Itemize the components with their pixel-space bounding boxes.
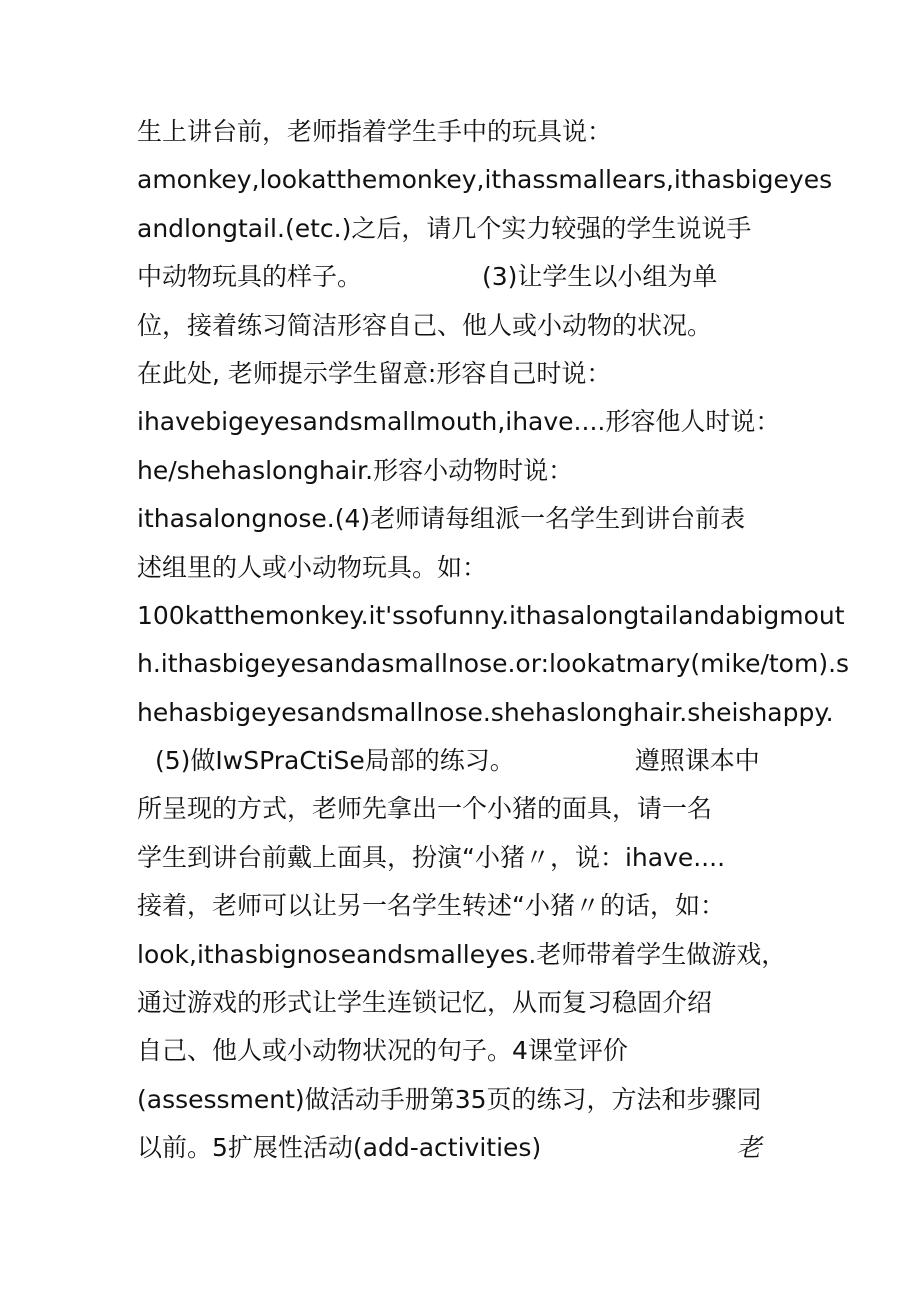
text-line: 所呈现的方式，老师先拿出一个小猪的面具，请一名	[137, 794, 713, 824]
text-line: look,ithasbignoseandsmalleyes.老师带着学生做游戏，	[137, 939, 787, 969]
text-line: (assessment)做活动手册第35页的练习，方法和步骤同	[137, 1084, 762, 1114]
text-line: 在此处, 老师提示学生留意:形容自己时说：	[137, 358, 612, 388]
text-line: 生上讲台前，老师指着学生手中的玩具说：	[137, 117, 613, 146]
text-segment: (5)做IwSPraCtiSe局部的练习。	[155, 746, 515, 776]
text-line: amonkey,lookatthemonkey,ithassmallears,ithasbigeyes	[137, 165, 833, 195]
text-line: 位，接着练习简洁形容自己、他人或小动物的状况。	[137, 310, 713, 340]
text-line: 通过游戏的形式让学生连锁记忆，从而复习稳固介绍	[137, 988, 713, 1018]
text-segment: 老	[736, 1133, 762, 1163]
text-line: he/shehaslonghair.形容小动物时说：	[137, 455, 574, 485]
body-text	[137, 108, 850, 1173]
text-line	[137, 737, 797, 785]
text-segment: 中动物玩具的样子。	[137, 262, 363, 292]
text-segment: (3)让学生以小组为单	[482, 262, 718, 292]
text-line: ihavebigeyesandsmallmouth,ihave....形容他人时说：	[137, 407, 781, 437]
text-line: 接着，老师可以让另一名学生转述“小猪〃的话，如：	[137, 891, 725, 921]
text-line	[137, 253, 797, 301]
text-line: 学生到讲台前戴上面具，扮演“小猪〃，说：ihave....	[137, 842, 726, 872]
text-line: h.ithasbigeyesandasmallnose.or:lookatmary(mike/tom).s	[137, 649, 850, 679]
text-line	[137, 1124, 797, 1172]
text-line: ithasalongnose.(4)老师请每组派一名学生到讲台前表	[137, 504, 746, 534]
text-line: 100katthemonkey.it'ssofunny.ithasalongtailandabigmout	[137, 600, 845, 630]
text-segment: 遵照课本中	[634, 746, 760, 776]
text-line: 述组里的人或小动物玩具。如：	[137, 552, 488, 582]
text-line: andlongtail.(etc.)之后，请几个实力较强的学生说说手	[137, 213, 752, 243]
text-line: 自己、他人或小动物状况的句子。4课堂评价	[137, 1036, 628, 1066]
text-line: hehasbigeyesandsmallnose.shehaslonghair.sheishappy.	[137, 697, 834, 727]
text-segment: 以前。5扩展性活动(add-activities)	[137, 1133, 542, 1163]
